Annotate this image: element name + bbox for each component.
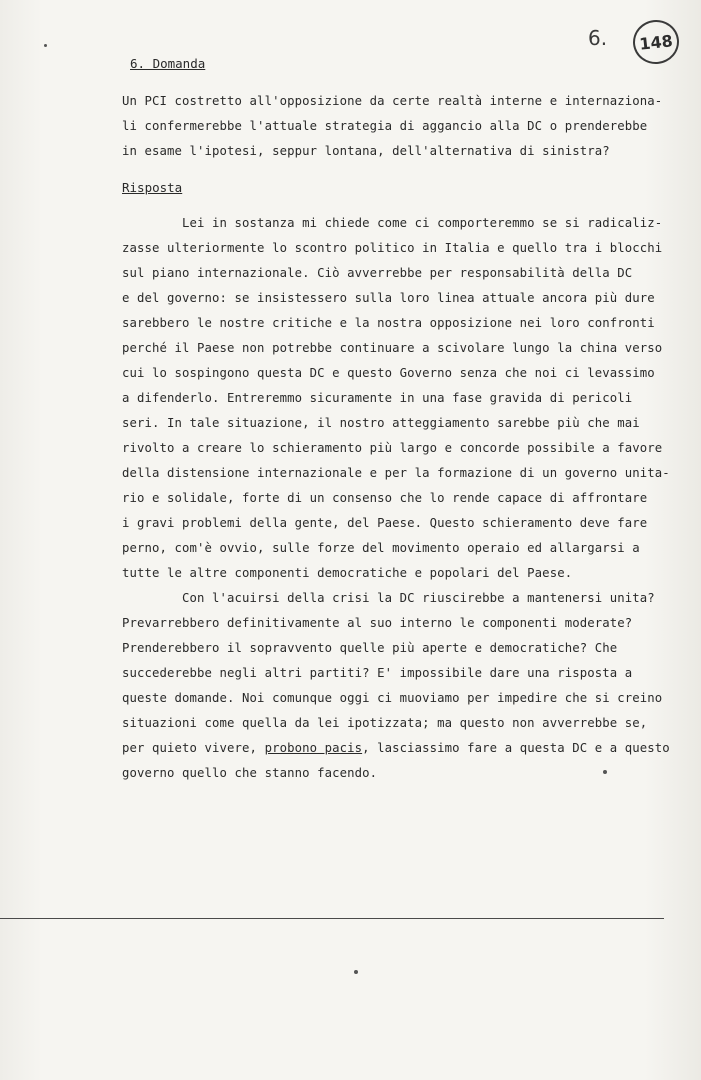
answer-line: perno, com'è ovvio, sulle forze del movimento operaio ed allargarsi a	[122, 541, 640, 555]
answer-line: Prenderebbero il sopravvento quelle più aperte e democratiche? Che	[122, 641, 618, 655]
archive-stamp: 148	[631, 18, 681, 67]
answer-line: sarebbero le nostre critiche e la nostra opposizione nei loro confronti	[122, 316, 655, 330]
page-divider	[0, 918, 664, 919]
answer-line: Con l'acuirsi della crisi la DC riuscirebbe a mantenersi unita?	[122, 591, 655, 605]
answer-line: cui lo sospingono questa DC e questo Governo senza che noi ci levassimo	[122, 366, 655, 380]
question-heading	[130, 56, 205, 71]
answer-line: situazioni come quella da lei ipotizzata; ma questo non avverrebbe se,	[122, 716, 648, 730]
ink-speck	[603, 770, 607, 774]
question-line: Un PCI costretto all'opposizione da certe realtà interne e internaziona-	[122, 94, 663, 108]
answer-line: a difenderlo. Entreremmo sicuramente in una fase gravida di pericoli	[122, 391, 633, 405]
answer-final-line: governo quello che stanno facendo.	[122, 766, 378, 780]
answer-line: rivolto a creare lo schieramento più largo e concorde possibile a favore	[122, 441, 663, 455]
answer-line: seri. In tale situazione, il nostro atteggiamento sarebbe più che mai	[122, 416, 640, 430]
answer-line-latin	[122, 741, 670, 755]
answer-line: perché il Paese non potrebbe continuare a scivolare lungo la china verso	[122, 341, 663, 355]
question-heading-text: 6. Domanda	[130, 56, 206, 71]
ink-speck	[354, 970, 358, 974]
answer-line: tutte le altre componenti democratiche e popolari del Paese.	[122, 566, 573, 580]
answer-line: Lei in sostanza mi chiede come ci comporteremmo se si radicaliz-	[122, 216, 663, 230]
answer-line: i gravi problemi della gente, del Paese. Questo schieramento deve fare	[122, 516, 648, 530]
line-text-before: per quieto vivere,	[122, 741, 265, 755]
answer-line: Prevarrebbero definitivamente al suo interno le componenti moderate?	[122, 616, 633, 630]
answer-line: succederebbe negli altri partiti? E' impossibile dare una risposta a	[122, 666, 633, 680]
question-line: in esame l'ipotesi, seppur lontana, dell'alternativa di sinistra?	[122, 144, 610, 158]
question-line: li confermerebbe l'attuale strategia di aggancio alla DC o prenderebbe	[122, 119, 648, 133]
answer-line: queste domande. Noi comunque oggi ci muoviamo per impedire che si creino	[122, 691, 663, 705]
page-number: 6.	[588, 26, 608, 50]
ink-speck	[44, 44, 47, 47]
answer-line: e del governo: se insistessero sulla loro linea attuale ancora più dure	[122, 291, 655, 305]
answer-line: rio e solidale, forte di un consenso che lo rende capace di affrontare	[122, 491, 648, 505]
answer-line: zasse ulteriormente lo scontro politico in Italia e quello tra i blocchi	[122, 241, 663, 255]
answer-line: sul piano internazionale. Ciò avverrebbe per responsabilità della DC	[122, 266, 633, 280]
line-text-after: , lasciassimo fare a questa DC e a questo	[362, 741, 670, 755]
answer-heading	[122, 180, 182, 195]
answer-line: della distensione internazionale e per la formazione di un governo unita-	[122, 466, 670, 480]
answer-heading-text: Risposta	[122, 180, 183, 195]
latin-phrase: probono pacis	[264, 741, 363, 755]
